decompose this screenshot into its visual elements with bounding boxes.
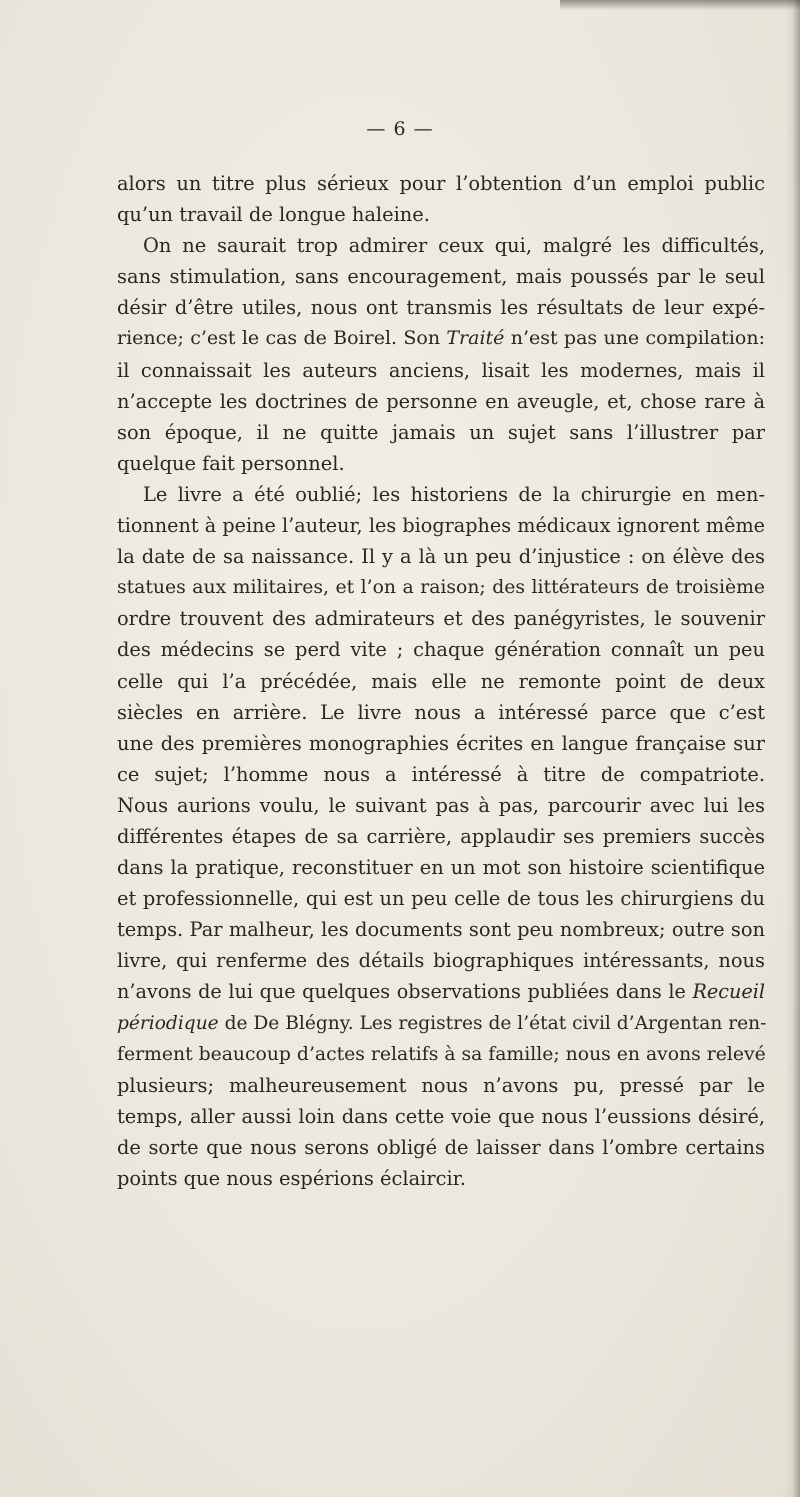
body-text [117, 168, 765, 1194]
page-edge-shadow [786, 0, 800, 1497]
page-number: — 6 — [366, 118, 434, 140]
text-line: dans la pratique, reconstituer en un mot son histoire scientifique [117, 856, 765, 880]
text-line: sans stimulation, sans encouragement, mais poussés par le seul [117, 265, 765, 289]
text-line: siècles en arrière. Le livre nous a intéressé parce que c’est [117, 700, 765, 724]
text-line: ce sujet; l’homme nous a intéressé à titre de compatriote. [117, 762, 765, 786]
page-top-shadow [560, 0, 800, 10]
italic-word: périodique [117, 1012, 219, 1034]
text-line: il connaissait les auteurs anciens, lisait les modernes, mais il [117, 358, 765, 382]
text-line: temps, aller aussi loin dans cette voie que nous l’eussions désiré, [117, 1104, 765, 1128]
text-line: alors un titre plus sérieux pour l’obtention d’un emploi public [117, 172, 765, 195]
text-line: plusieurs; malheureusement nous n’avons pu, pressé par le [117, 1073, 765, 1097]
text-line: livre, qui renferme des détails biographiques intéressants, nous [117, 949, 765, 973]
italic-word: Recueil [692, 980, 765, 1004]
text-line: n’avons de lui que quelques observations publiées dans le Recueil [117, 980, 765, 1004]
text-line: désir d’être utiles, nous ont transmis les résultats de leur expé- [117, 296, 765, 320]
text-line: et professionnelle, qui est un peu celle de tous les chirurgiens du [117, 887, 765, 911]
text-line: la date de sa naissance. Il y a là un peu d’injustice : on élève des [117, 545, 765, 569]
text-line: celle qui l’a précédée, mais elle ne remonte point de deux [117, 669, 765, 693]
text-line: On ne saurait trop admirer ceux qui, malgré les difficultés, [143, 234, 765, 258]
text-line: tionnent à peine l’auteur, les biographes médicaux ignorent même [117, 514, 765, 538]
text-line: son époque, il ne quitte jamais un sujet sans l’illustrer par [117, 420, 765, 444]
text-line: points que nous espérions éclaircir. [117, 1167, 466, 1190]
italic-word: Traité [446, 327, 505, 350]
text-line: Nous aurions voulu, le suivant pas à pas, parcourir avec lui les [117, 793, 765, 817]
text-line: des médecins se perd vite ; chaque génération connaît un peu [117, 638, 765, 662]
text-line: différentes étapes de sa carrière, applaudir ses premiers succès [117, 824, 765, 848]
text-line: qu’un travail de longue haleine. [117, 203, 430, 227]
text-line: périodique de De Blégny. Les registres de l’état civil d’Argentan ren- [117, 1012, 767, 1034]
text-line: ferment beaucoup d’actes relatifs à sa famille; nous en avons relevé [117, 1043, 766, 1065]
text-line: Le livre a été oublié; les historiens de la chirurgie en men- [143, 482, 765, 506]
text-line: de sorte que nous serons obligé de laisser dans l’ombre certains [117, 1135, 765, 1159]
text-line: n’accepte les doctrines de personne en aveugle, et, chose rare à [117, 389, 765, 413]
text-line: quelque fait personnel. [117, 451, 345, 475]
text-line: temps. Par malheur, les documents sont peu nombreux; outre son [117, 918, 765, 942]
text-line: ordre trouvent des admirateurs et des panégyristes, le souvenir [117, 607, 765, 631]
text-line: rience; c’est le cas de Boirel. Son Traité n’est pas une compilation: [117, 327, 765, 350]
text-line: statues aux militaires, et l’on a raison; des littérateurs de troisième [117, 577, 765, 599]
text-line: une des premières monographies écrites en langue française sur [117, 731, 765, 755]
